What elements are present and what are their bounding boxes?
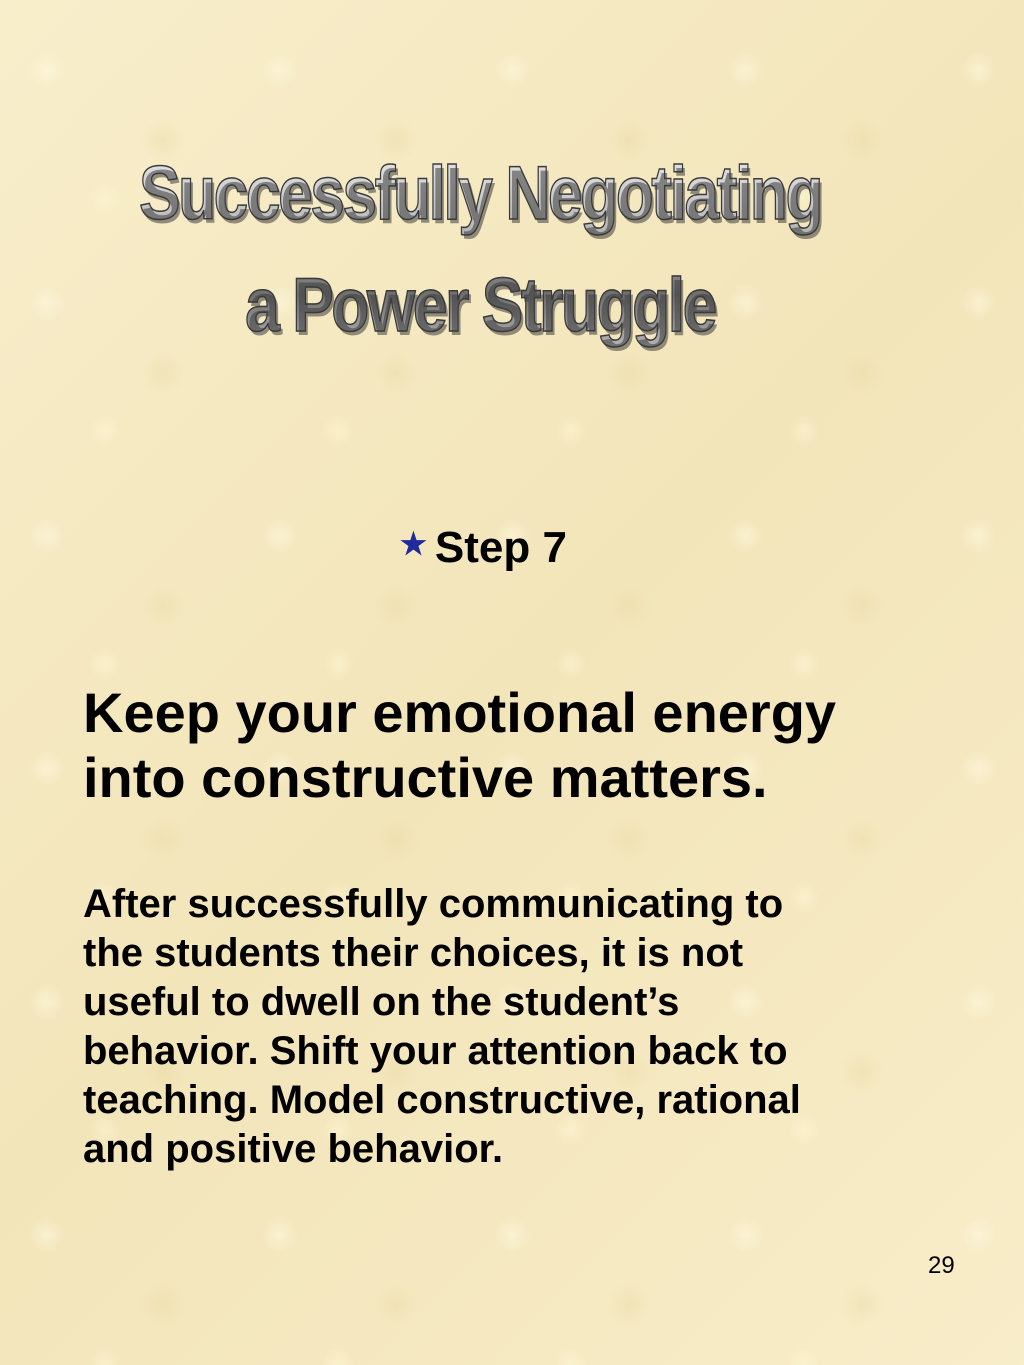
- star-icon: ★: [400, 528, 427, 561]
- heading-line-2: into constructive matters.: [83, 746, 768, 809]
- title-line-2: a Power Struggle: [245, 263, 715, 348]
- page-number: 29: [928, 1252, 955, 1279]
- body-line: After successfully communicating to: [83, 882, 784, 926]
- body-paragraph: [83, 880, 963, 1174]
- slide-heading: [83, 680, 963, 810]
- step-label: Step 7: [434, 523, 567, 572]
- body-line: teaching. Model constructive, rational: [83, 1078, 801, 1122]
- slide-title: [136, 138, 825, 362]
- body-line: useful to dwell on the student’s: [83, 980, 680, 1024]
- heading-line-1: Keep your emotional energy: [83, 681, 837, 744]
- title-line-1: Successfully Negotiating: [138, 151, 822, 236]
- body-line: the students their choices, it is not: [83, 931, 744, 975]
- step-bullet: [400, 518, 567, 575]
- body-line: and positive behavior.: [83, 1127, 504, 1171]
- body-line: behavior. Shift your attention back to: [83, 1029, 788, 1073]
